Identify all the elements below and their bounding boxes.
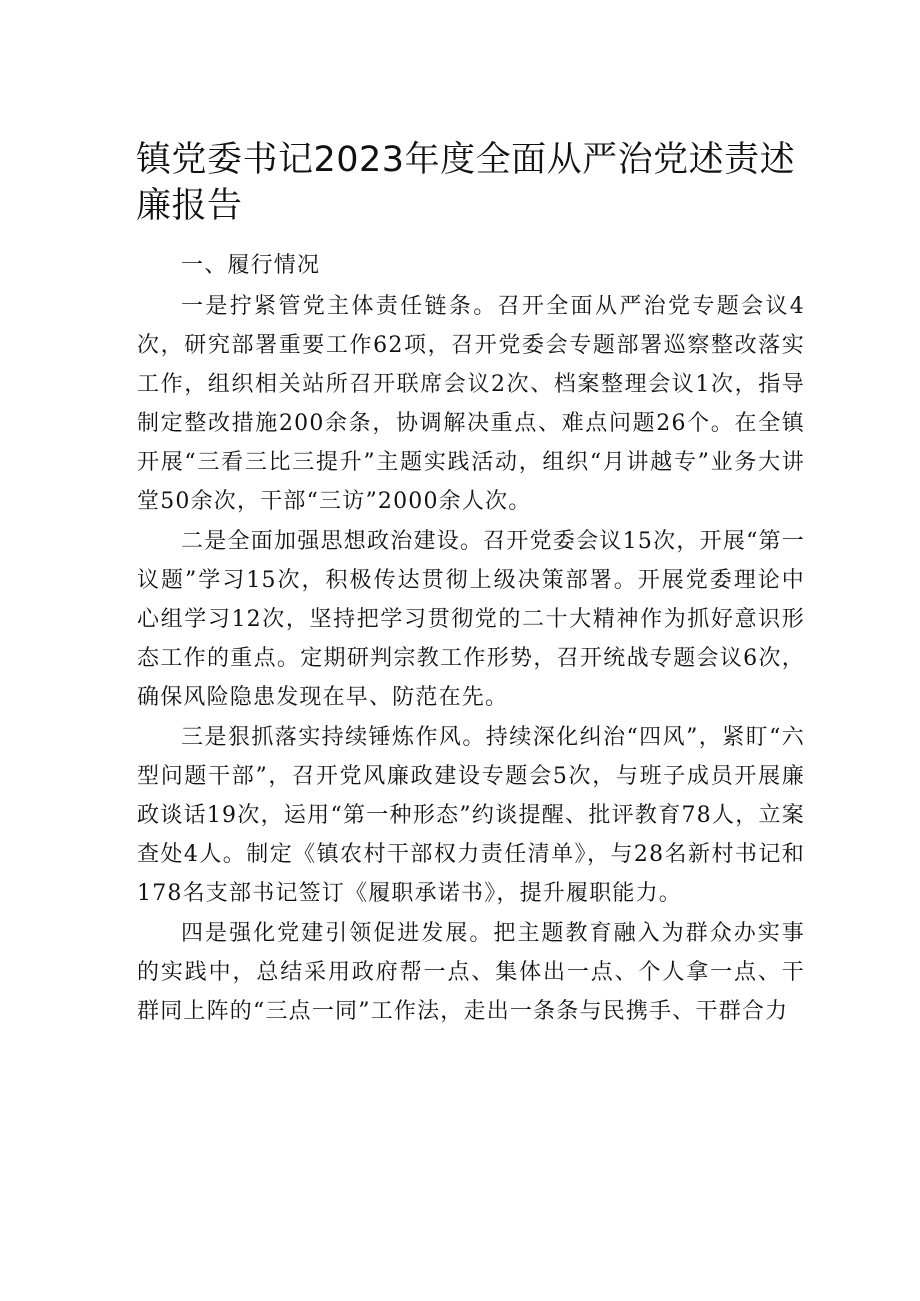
document-title: 镇党委书记2023年度全面从严治党述责述廉报告 <box>136 140 796 226</box>
paragraph-2: 二是全面加强思想政治建设。召开党委会议15次，开展“第一议题”学习15次，积极传达贯彻上级决策部署。开展党委理论中心组学习12次，坚持把学习贯彻党的二十大精神作为抓好意识形态工作的重点。定期研判宗教工作形势，召开统战专题会议6次，确保风险隐患发现在早、防范在先。 <box>137 529 805 710</box>
paragraph-1: 一是拧紧管党主体责任链条。召开全面从严治党专题会议4次，研究部署重要工作62项，召开党委会专题部署巡察整改落实工作，组织相关站所召开联席会议2次、档案整理会议1次，指导制定整改措施200余条，协调解决重点、难点问题26个。在全镇开展“三看三比三提升”主题实践活动，组织“月讲越专”业务大讲堂50余次，干部“三访”2000余人次。 <box>137 294 805 514</box>
document-body <box>137 246 805 1032</box>
paragraph-3: 三是狠抓落实持续锤炼作风。持续深化纠治“四风”，紧盯“六型问题干部”，召开党风廉政建设专题会5次，与班子成员开展廉政谈话19次，运用“第一种形态”约谈提醒、批评教育78人，立案查处4人。制定《镇农村干部权力责任清单》，与28名新村书记和178名支部书记签订《履职承诺书》，提升履职能力。 <box>137 725 805 906</box>
paragraph-4: 四是强化党建引领促进发展。把主题教育融入为群众办实事的实践中，总结采用政府帮一点、集体出一点、个人拿一点、干群同上阵的“三点一同”工作法，走出一条条与民携手、干群合力 <box>137 921 805 1024</box>
section-heading: 一、履行情况 <box>181 253 321 278</box>
